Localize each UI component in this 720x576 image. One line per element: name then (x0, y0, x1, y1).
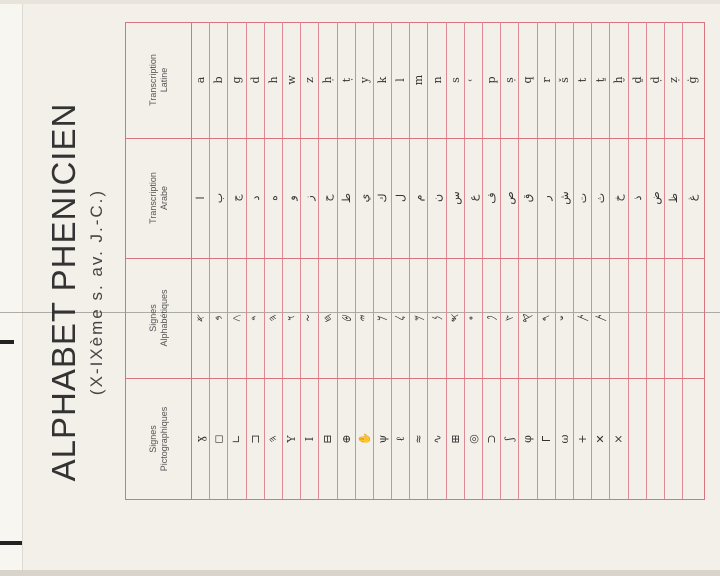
table-cell-alphabetic: 𐤉 (356, 258, 374, 378)
table-cell-arabic: ج (228, 138, 246, 258)
table-cell-alphabetic: 𐤐 (483, 258, 501, 378)
table-cell-latin: ṣ (501, 22, 519, 138)
table-cell-latin: y (356, 22, 374, 138)
table-cell-pictographic: ⊃ (483, 379, 501, 499)
table-cell-pictographic: × (610, 379, 628, 499)
table-cell-alphabetic: 𐤋 (392, 258, 410, 378)
table-cell-latin: a (192, 22, 210, 138)
column-cells (192, 138, 704, 258)
table-cell-pictographic: ⊞ (447, 379, 465, 499)
table-cell-alphabetic: 𐤇 (319, 258, 337, 378)
table-cell-alphabetic: 𐤄 (265, 258, 283, 378)
table-cell-arabic: ث (592, 138, 610, 258)
table-cell-pictographic: ⊕ (338, 379, 356, 499)
table-cell-alphabetic (647, 258, 665, 378)
table-cell-alphabetic: 𐤔 (556, 258, 574, 378)
table-cell-arabic: د (247, 138, 265, 258)
table-cell-latin: ḍ (647, 22, 665, 138)
table-cell-pictographic: ψ (374, 379, 392, 499)
table-cell-pictographic: ∿ (428, 379, 446, 499)
table-cell-arabic: و (283, 138, 301, 258)
table-cell-latin: s (447, 22, 465, 138)
table-cell-pictographic: φ (519, 379, 537, 499)
column-cells (192, 258, 704, 378)
table-cell-pictographic: ɣ (192, 379, 210, 499)
table-cell-latin: ṭ (338, 22, 356, 138)
table-cell-pictographic: ≈ (410, 379, 428, 499)
table-cell-latin: h (265, 22, 283, 138)
table-cell-arabic: ك (374, 138, 392, 258)
table-cell-arabic: ت (574, 138, 592, 258)
table-cell-pictographic: ᒥ (538, 379, 556, 499)
table-cell-alphabetic: 𐤊 (374, 258, 392, 378)
column-cells (192, 379, 704, 499)
table-cell-latin: ḥ (319, 22, 337, 138)
table-cell-latin: w (283, 22, 301, 138)
table-cell-latin: ġ (685, 76, 699, 84)
table-cell-latin: m (410, 22, 428, 138)
table-cell-alphabetic: 𐤂 (228, 258, 246, 378)
table-cell-alphabetic: 𐤆 (301, 258, 319, 378)
table-cell-arabic: ع (465, 138, 483, 258)
table-cell-arabic: ط (338, 138, 356, 258)
table-cell-latin: š (556, 22, 574, 138)
table-cell-pictographic: ʃ (501, 379, 519, 499)
bottom-border (0, 570, 720, 576)
table-cell-alphabetic: 𐤈 (338, 258, 356, 378)
table-cell-alphabetic: 𐤀 (192, 258, 210, 378)
table-cell-arabic: ل (392, 138, 410, 258)
column-latin (126, 22, 704, 139)
table-cell-arabic: ذ (629, 138, 647, 258)
column-header: Transcription Arabe (126, 138, 192, 258)
table-cell-alphabetic: 𐤒 (519, 258, 537, 378)
table-cell-alphabetic: 𐤏 (465, 258, 483, 378)
column-alphabetic (126, 258, 704, 379)
table-cell-arabic: ح (319, 138, 337, 258)
phoenician-alphabet-sheet (45, 22, 705, 562)
table-cell-alphabetic: 𐤎 (447, 258, 465, 378)
table-cell-arabic: ق (519, 138, 537, 258)
table-cell-alphabetic: 𐤍 (428, 258, 446, 378)
table-cell-latin: t (574, 22, 592, 138)
table-cell-pictographic: Y (283, 379, 301, 499)
table-cell-latin: ʿ (465, 22, 483, 138)
table-cell-alphabetic (665, 258, 683, 378)
table-cell-latin: ḏ (629, 22, 647, 138)
column-pictographic (126, 379, 704, 499)
registration-mark (0, 340, 14, 344)
table-cell-latin: n (428, 22, 446, 138)
table-cell-pictographic: I (301, 379, 319, 499)
table-cell-alphabetic: 𐤓 (538, 258, 556, 378)
table-cell-arabic: م (410, 138, 428, 258)
table-cell-latin: ḫ (610, 22, 628, 138)
column-header: Signes Pictographiques (126, 379, 192, 499)
page-title: ALPHABET PHENICIEN (45, 102, 82, 482)
table-cell-alphabetic: 𐤌 (410, 258, 428, 378)
table-cell-pictographic (665, 379, 683, 499)
table-cell-pictographic: ∟ (228, 379, 246, 499)
table-cell-pictographic: ◎ (465, 379, 483, 499)
table-cell-arabic: ز (301, 138, 319, 258)
table-cell-pictographic: ω (556, 379, 574, 499)
page-margin (0, 0, 23, 576)
table-cell-pictographic: ⊟ (319, 379, 337, 499)
registration-mark (0, 541, 22, 545)
table-cell-latin: r (538, 22, 556, 138)
table-cell-arabic: غ (685, 194, 699, 202)
page-subtitle: (X-IXème s. av. J.-C.) (87, 188, 106, 396)
table-cell-pictographic: ✕ (592, 379, 610, 499)
table-cell-latin: l (392, 22, 410, 138)
table-cell-latin: z (301, 22, 319, 138)
table-cell-alphabetic: 𐤕 (592, 258, 610, 378)
table-cell-alphabetic: 𐤅 (283, 258, 301, 378)
table-cell-arabic: ض (647, 138, 665, 258)
table-cell-alphabetic: 𐤑 (501, 258, 519, 378)
table-cell-alphabetic: 𐤁 (210, 258, 228, 378)
table-cell-arabic: ي (356, 138, 374, 258)
table-cell-arabic: س (447, 138, 465, 258)
table-cell-pictographic (629, 379, 647, 499)
column-cells (192, 22, 704, 138)
table-cell-latin: d (247, 22, 265, 138)
column-header: Transcription Latine (126, 22, 192, 138)
table-cell-arabic: ظ (665, 138, 683, 258)
table-cell-alphabetic (683, 258, 701, 378)
table-cell-pictographic: + (574, 379, 592, 499)
table-cell-arabic: ر (538, 138, 556, 258)
table-cell-alphabetic (610, 258, 628, 378)
table-cell-arabic: ن (428, 138, 446, 258)
table-cell-latin: g (228, 22, 246, 138)
table-cell-arabic: ش (556, 138, 574, 258)
table-cell-pictographic (647, 379, 665, 499)
top-border (0, 0, 720, 4)
table-cell-pictographic: 𐤄 (265, 379, 283, 499)
table-cell-latin: q (519, 22, 537, 138)
table-cell-latin: k (374, 22, 392, 138)
table-cell-latin: b (210, 22, 228, 138)
table-cell-arabic: ب (210, 138, 228, 258)
table-cell-latin: ẓ (665, 22, 683, 138)
table-cell-latin: p (483, 22, 501, 138)
table-cell-pictographic (683, 379, 701, 499)
table-cell-arabic: خ (610, 138, 628, 258)
table-cell-arabic: ص (501, 138, 519, 258)
table-cell-arabic: ا (192, 138, 210, 258)
column-header: Signes Alphabétiques (126, 258, 192, 378)
table-cell-arabic: ه (265, 138, 283, 258)
table-cell-arabic: ف (483, 138, 501, 258)
table-cell-pictographic: ◻ (210, 379, 228, 499)
table-cell-pictographic: ℓ (392, 379, 410, 499)
table-cell-alphabetic: 𐤕 (574, 258, 592, 378)
column-arabic (126, 138, 704, 259)
table-cell-latin: ṯ (592, 22, 610, 138)
alphabet-table (125, 22, 705, 500)
table-cell-pictographic: ✋ (356, 379, 374, 499)
table-cell-pictographic: ⊐ (247, 379, 265, 499)
table-cell-alphabetic: 𐤃 (247, 258, 265, 378)
table-cell-alphabetic (629, 258, 647, 378)
